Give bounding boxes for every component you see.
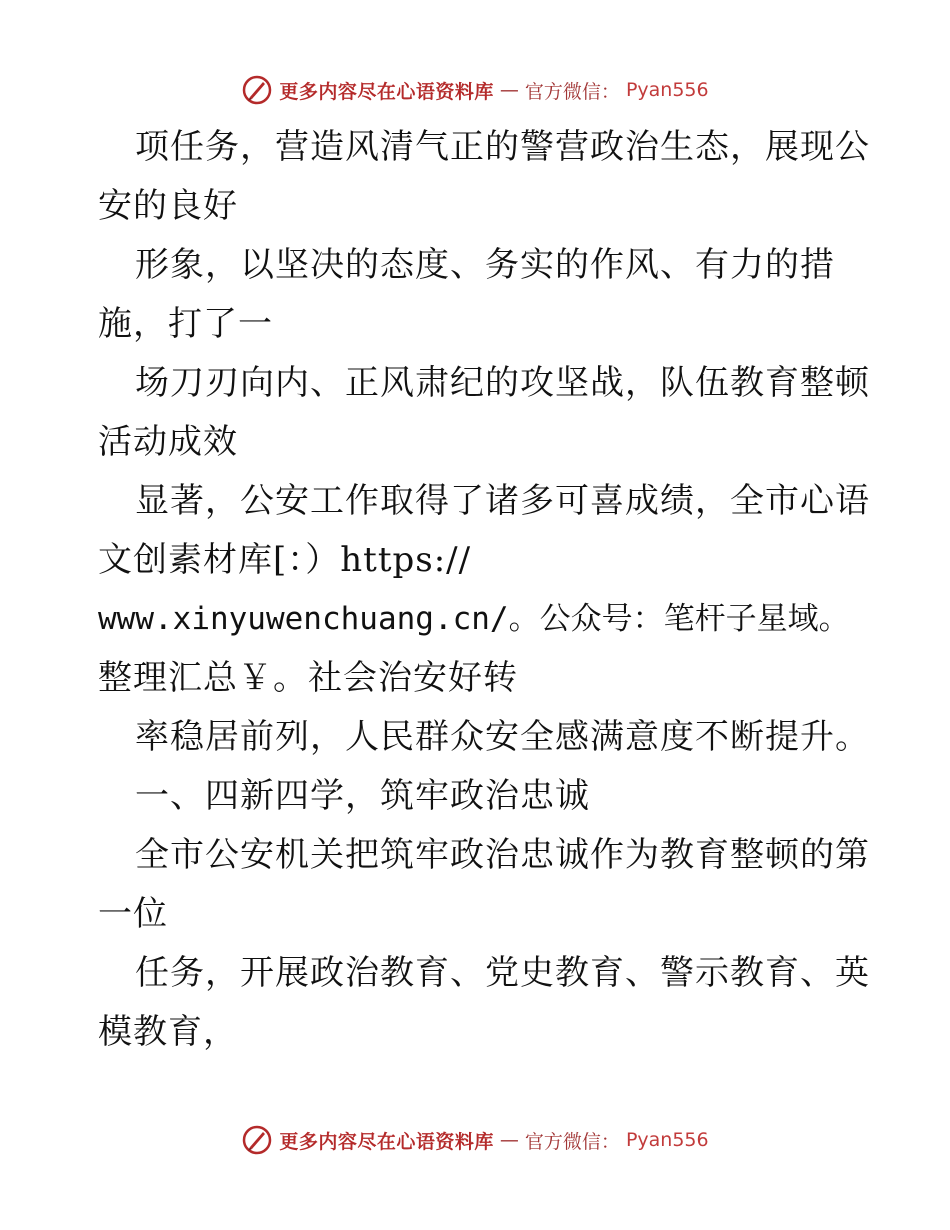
quill-logo-icon (241, 74, 273, 106)
document-body (98, 118, 870, 1062)
watermark-wechat-id: Pyan556 (625, 79, 709, 101)
text-line: 任务，开展政治教育、党史教育、警示教育、英 (135, 953, 870, 993)
watermark-main-text: 更多内容尽在心语资料库 (279, 1130, 494, 1153)
text-line: 安的良好 (98, 186, 238, 226)
text-line: www.xinyuwenchuang.cn/。公众号：笔杆子星域。 (98, 601, 850, 637)
watermark-official-label: 官方微信： (524, 1130, 620, 1153)
text-line: 场刀刃向内、正风肃纪的攻坚战，队伍教育整顿 (135, 363, 870, 403)
text-line: 显著，公安工作取得了诸多可喜成绩，全市心语 (135, 481, 870, 521)
text-line: 一位 (98, 894, 168, 934)
text-line: 模教育， (98, 1012, 238, 1052)
watermark-wechat-id: Pyan556 (625, 1129, 709, 1151)
text-line: 活动成效 (98, 422, 238, 462)
text-line: 文创素材库[：）https:// (98, 540, 472, 580)
footer-watermark (0, 1120, 950, 1160)
watermark-separator: — (499, 79, 519, 101)
watermark-official-label: 官方微信： (524, 80, 620, 103)
text-line: 施，打了一 (98, 304, 273, 344)
text-line: 形象，以坚决的态度、务实的作风、有力的措 (135, 245, 835, 285)
watermark-separator: — (499, 1129, 519, 1151)
quill-logo-icon (241, 1124, 273, 1156)
header-watermark (0, 70, 950, 110)
section-heading: 一、四新四学，筑牢政治忠诚 (135, 776, 590, 816)
text-line: 整理汇总￥。社会治安好转 (98, 658, 518, 698)
text-line: 率稳居前列，人民群众安全感满意度不断提升。 (135, 717, 870, 757)
text-line: 全市公安机关把筑牢政治忠诚作为教育整顿的第 (135, 835, 870, 875)
text-line: 项任务，营造风清气正的警营政治生态，展现公 (135, 127, 870, 167)
watermark-main-text: 更多内容尽在心语资料库 (279, 80, 494, 103)
